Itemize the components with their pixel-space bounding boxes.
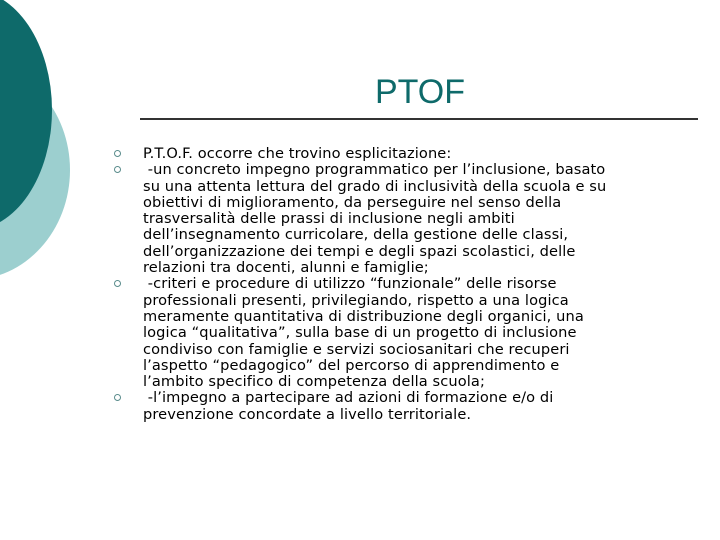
bullet-text-line: -l’impegno a partecipare ad azioni di formazione e/o di	[143, 389, 554, 407]
title-divider	[140, 118, 698, 120]
bullet-text-line: obiettivi di miglioramento, da perseguire nel senso della	[143, 193, 562, 211]
bullet-text-line: meramente quantitativa di distribuzione degli organici, una	[143, 307, 584, 325]
hollow-circle-bullet-icon	[114, 394, 121, 401]
bullet-text-line: su una attenta lettura del grado di inclusività della scuola e su	[143, 177, 607, 195]
bullet-list	[110, 146, 710, 423]
bullet-item	[110, 390, 710, 423]
bullet-item	[110, 146, 710, 162]
bullet-text-line: logica “qualitativa”, sulla base di un progetto di inclusione	[143, 324, 577, 342]
bullet-text-line: dell’organizzazione dei tempi e degli spazi scolastici, delle	[143, 242, 576, 260]
hollow-circle-bullet-icon	[114, 150, 121, 157]
bullet-text-line: dell’insegnamento curricolare, della gestione delle classi,	[143, 226, 569, 244]
bullet-item	[110, 276, 710, 390]
bullet-text-line: P.T.O.F. occorre che trovino esplicitazione:	[143, 145, 452, 162]
bullet-text-line: condiviso con famiglie e servizi sociosanitari che recuperi	[143, 340, 570, 358]
bullet-text-line: -criteri e procedure di utilizzo “funzionale” delle risorse	[143, 275, 557, 293]
bullet-text-line: trasversalità delle prassi di inclusione negli ambiti	[143, 210, 515, 228]
bullet-text-line: prevenzione concordate a livello territoriale.	[143, 405, 472, 423]
slide-title: PTOF	[374, 73, 466, 111]
bullet-text-line: l’ambito specifico di competenza della scuola;	[143, 373, 485, 391]
bullet-text-line: relazioni tra docenti, alunni e famiglie;	[143, 259, 429, 277]
hollow-circle-bullet-icon	[114, 166, 121, 173]
bullet-item	[110, 162, 710, 276]
bullet-text-line: professionali presenti, privilegiando, rispetto a una logica	[143, 291, 569, 309]
hollow-circle-bullet-icon	[114, 280, 121, 287]
bullet-text-line: l’aspetto “pedagogico” del percorso di apprendimento e	[143, 356, 560, 374]
bullet-text-line: -un concreto impegno programmatico per l’inclusione, basato	[143, 161, 606, 179]
